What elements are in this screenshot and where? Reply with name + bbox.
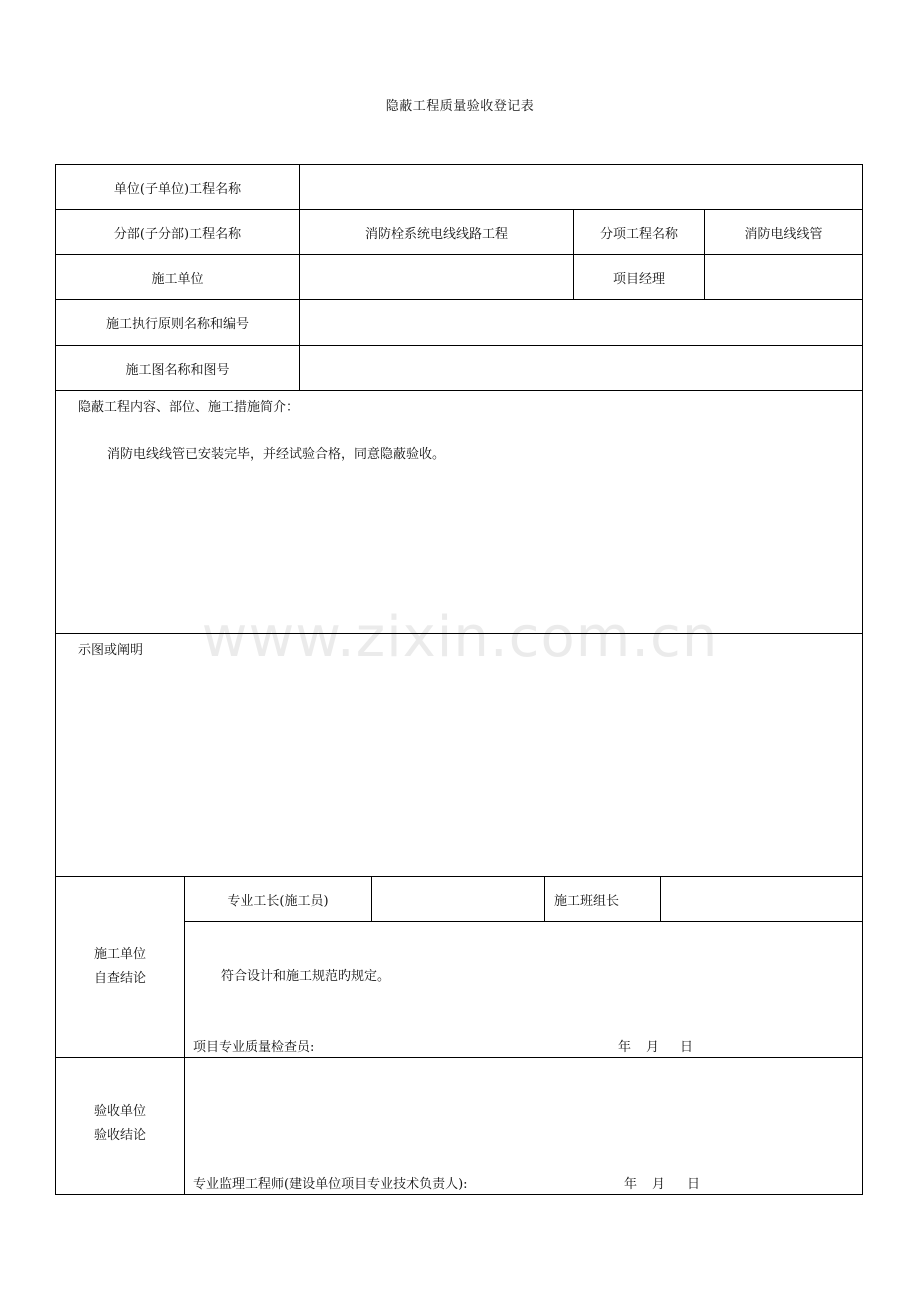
project-manager-label: 项目经理	[573, 254, 705, 300]
acceptance-line2: 验收结论	[93, 1128, 146, 1143]
acceptance-month: 月	[652, 1177, 666, 1192]
self-check-section-label	[55, 876, 185, 1058]
watermark: www.zixin.com.cn	[201, 605, 719, 670]
subproject-field[interactable]: 消防栓系统电线线路工程	[299, 209, 574, 255]
team-leader-field[interactable]	[660, 876, 863, 922]
self-check-conclusion-box	[184, 921, 863, 1058]
foreman-field[interactable]	[371, 876, 545, 922]
acceptance-line1: 验收单位	[93, 1104, 146, 1119]
self-check-day: 日	[680, 1040, 694, 1055]
supervising-engineer-label: 专业监理工程师(建设单位项目专业技术负责人):	[193, 1177, 468, 1192]
subproject-label: 分部(子分部)工程名称	[55, 209, 300, 255]
acceptance-form	[55, 164, 863, 1195]
drawing-label: 施工图名称和图号	[55, 345, 300, 391]
diagram-label: 示图或阐明	[78, 643, 144, 658]
unit-project-label: 单位(子单位)工程名称	[55, 164, 300, 210]
hidden-work-section	[55, 390, 863, 634]
contractor-field[interactable]	[299, 254, 574, 300]
acceptance-day: 日	[687, 1177, 701, 1192]
standard-label: 施工执行原则名称和编号	[55, 299, 300, 346]
foreman-label: 专业工长(施工员)	[184, 876, 372, 922]
hidden-work-content[interactable]: 消防电线线管已安装完毕，并经试验合格，同意隐蔽验收。	[107, 447, 446, 462]
form-title: 隐蔽工程质量验收登记表	[385, 99, 535, 114]
acceptance-year: 年	[624, 1177, 638, 1192]
self-check-conclusion[interactable]: 符合设计和施工规范旳规定。	[221, 969, 391, 984]
standard-field[interactable]	[299, 299, 863, 346]
self-check-line1: 施工单位	[93, 947, 146, 962]
inspector-label: 项目专业质量检查员:	[193, 1040, 315, 1055]
project-manager-field[interactable]	[704, 254, 863, 300]
acceptance-conclusion-box	[184, 1057, 863, 1195]
contractor-label: 施工单位	[55, 254, 300, 300]
self-check-line2: 自查结论	[93, 971, 146, 986]
hidden-work-label: 隐蔽工程内容、部位、施工措施简介：	[78, 400, 300, 415]
self-check-year: 年	[618, 1040, 632, 1055]
acceptance-section-label	[55, 1057, 185, 1195]
item-field[interactable]: 消防电线线管	[704, 209, 863, 255]
team-leader-label: 施工班组长	[544, 876, 661, 922]
unit-project-field[interactable]	[299, 164, 863, 210]
item-label: 分项工程名称	[573, 209, 705, 255]
self-check-month: 月	[646, 1040, 660, 1055]
drawing-field[interactable]	[299, 345, 863, 391]
